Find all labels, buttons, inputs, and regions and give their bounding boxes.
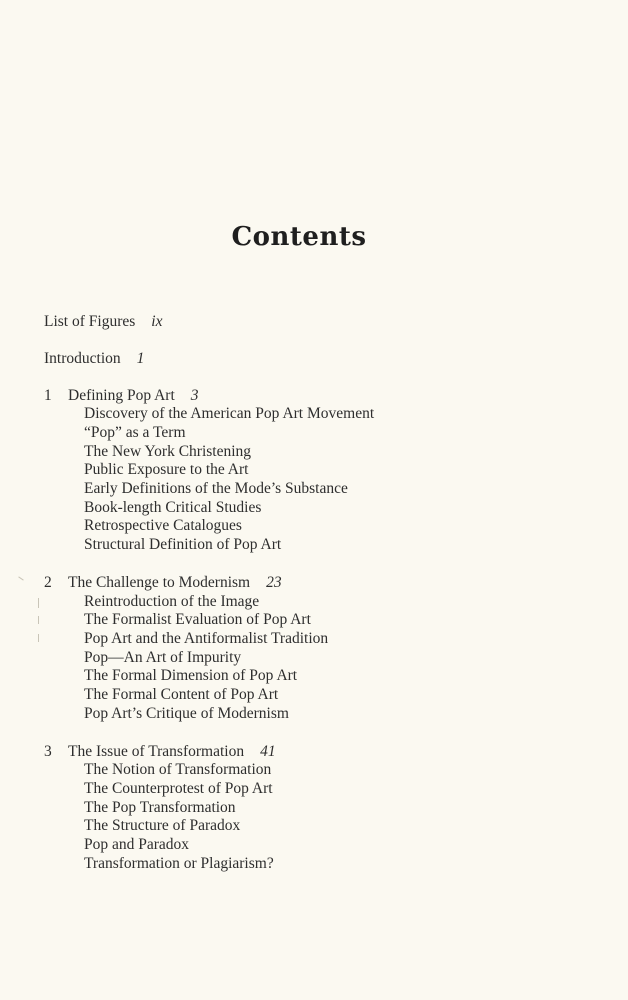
section-entry: The Formal Dimension of Pop Art <box>84 667 298 684</box>
toc-entry-page: 1 <box>136 350 145 367</box>
section-entry: The Counterprotest of Pop Art <box>84 780 273 797</box>
section-entry: “Pop” as a Term <box>84 424 186 441</box>
toc-entry-introduction <box>44 349 144 368</box>
section-entry: The Pop Transformation <box>84 799 236 816</box>
section-entry: Retrospective Catalogues <box>84 517 242 534</box>
chapter-number: 3 <box>44 743 52 760</box>
section-entry: Book-length Critical Studies <box>84 499 262 516</box>
section-entry: Discovery of the American Pop Art Movement <box>84 405 375 422</box>
section-entry: The New York Christening <box>84 443 252 460</box>
toc-entry-list-of-figures <box>44 312 162 331</box>
chapter-page: 41 <box>260 743 276 760</box>
section-entry: The Structure of Paradox <box>84 817 241 834</box>
chapter-heading <box>44 573 282 592</box>
section-entry: Public Exposure to the Art <box>84 461 249 478</box>
section-entry: Pop—An Art of Impurity <box>84 649 242 666</box>
scan-mark <box>38 598 39 608</box>
page-title: Contents <box>231 222 367 252</box>
chapter-page: 3 <box>190 387 199 404</box>
toc-entry-page: ix <box>151 313 163 330</box>
section-entry: The Notion of Transformation <box>84 761 272 778</box>
toc-entry-label: Introduction <box>44 350 121 367</box>
section-entry: Transformation or Plagiarism? <box>84 855 274 872</box>
section-entry: Structural Definition of Pop Art <box>84 536 282 553</box>
section-entry: Pop and Paradox <box>84 836 190 853</box>
section-entry: Pop Art and the Antiformalist Tradition <box>84 630 329 647</box>
chapter-number: 2 <box>44 574 52 591</box>
section-entry: Pop Art’s Critique of Modernism <box>84 705 289 722</box>
chapter-title: The Issue of Transformation <box>68 743 245 760</box>
chapter-title: The Challenge to Modernism <box>68 574 251 591</box>
scan-mark <box>38 616 39 624</box>
chapter-number: 1 <box>44 387 52 404</box>
toc-entry-label: List of Figures <box>44 313 136 330</box>
scan-mark <box>38 634 39 642</box>
scan-mark <box>18 576 23 580</box>
section-entry: Early Definitions of the Mode’s Substance <box>84 480 348 497</box>
chapter-title: Defining Pop Art <box>68 387 175 404</box>
section-entry: The Formalist Evaluation of Pop Art <box>84 611 311 628</box>
section-entry: The Formal Content of Pop Art <box>84 686 279 703</box>
chapter-heading <box>44 742 276 761</box>
chapter-heading <box>44 386 199 405</box>
section-entry: Reintroduction of the Image <box>84 593 260 610</box>
chapter-page: 23 <box>266 574 282 591</box>
